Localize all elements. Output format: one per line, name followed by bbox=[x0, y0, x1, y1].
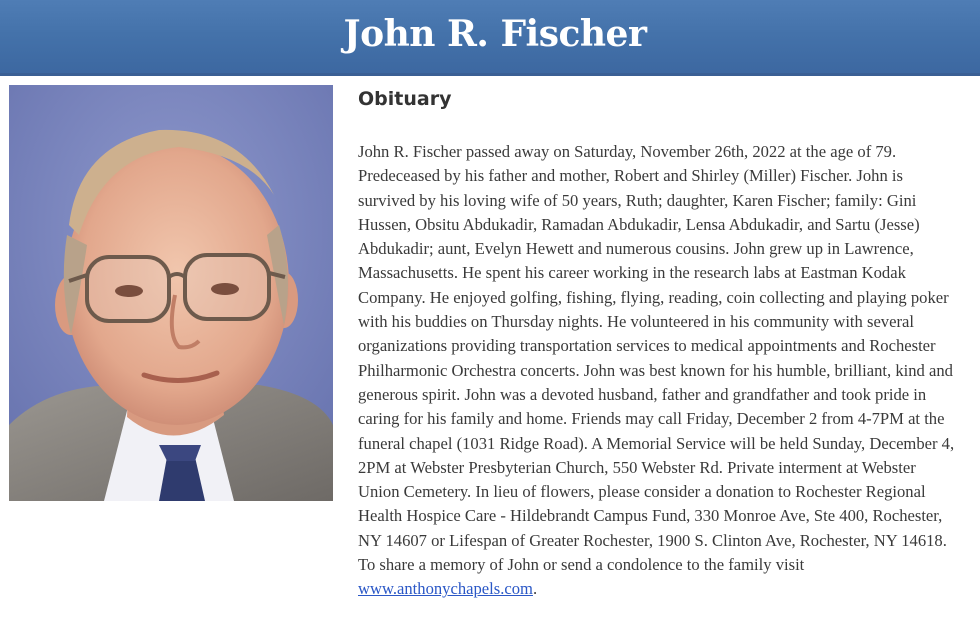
obituary-content bbox=[358, 84, 958, 602]
portrait-photo bbox=[9, 85, 333, 501]
obituary-text bbox=[358, 140, 958, 602]
obituary-heading: Obituary bbox=[358, 88, 452, 110]
funeral-home-link[interactable]: www.anthonychapels.com bbox=[358, 579, 533, 599]
obituary-body: John R. Fischer passed away on Saturday, November 26th, 2022 at the age of 79. Predeceased by his father and mother, Robert and Shirley (Miller) Fischer. John is survived by his loving wife of 50 years, Ruth; daughter, Karen Fischer; family: Gini Hussen, Obsitu Abdukadir, Ramadan Abdukadir, Lensa Abdukadir, and Sartu (Jesse) Abdukadir; aunt, Evelyn Hewett and numerous cousins. John grew up in Lawrence, Massachusetts. He spent his career working in the research labs at Eastman Kodak Company. He enjoyed golfing, fishing, flying, reading, coin collecting and playing poker with his buddies on Thursday nights. He volunteered in his community with several organizations providing transportation services to medical appointments and Rochester Philharmonic Orchestra concerts. John was best known for his humble, brilliant, kind and generous spirit. John was a devoted husband, father and grandfather and took pride in caring for his family and home. Friends may call Friday, December 2 from 4-7PM at the funeral chapel (1031 Ridge Road). A Memorial Service will be held Sunday, December 4, 2PM at Webster Presbyterian Church, 550 Webster Rd. Private interment at Webster Union Cemetery. In lieu of flowers, please consider a donation to Rochester Regional Health Hospice Care - Hildebrandt Campus Fund, 330 Monroe Ave, Ste 400, Rochester, NY 14607 or Lifespan of Greater Rochester, 1900 S. Clinton Ave, Rochester, NY 14618. To share a memory of John or send a condolence to the family visit bbox=[358, 142, 955, 575]
page-header bbox=[0, 0, 980, 76]
obituary-trailing: . bbox=[532, 579, 538, 599]
page-title: John R. Fischer bbox=[343, 13, 647, 55]
